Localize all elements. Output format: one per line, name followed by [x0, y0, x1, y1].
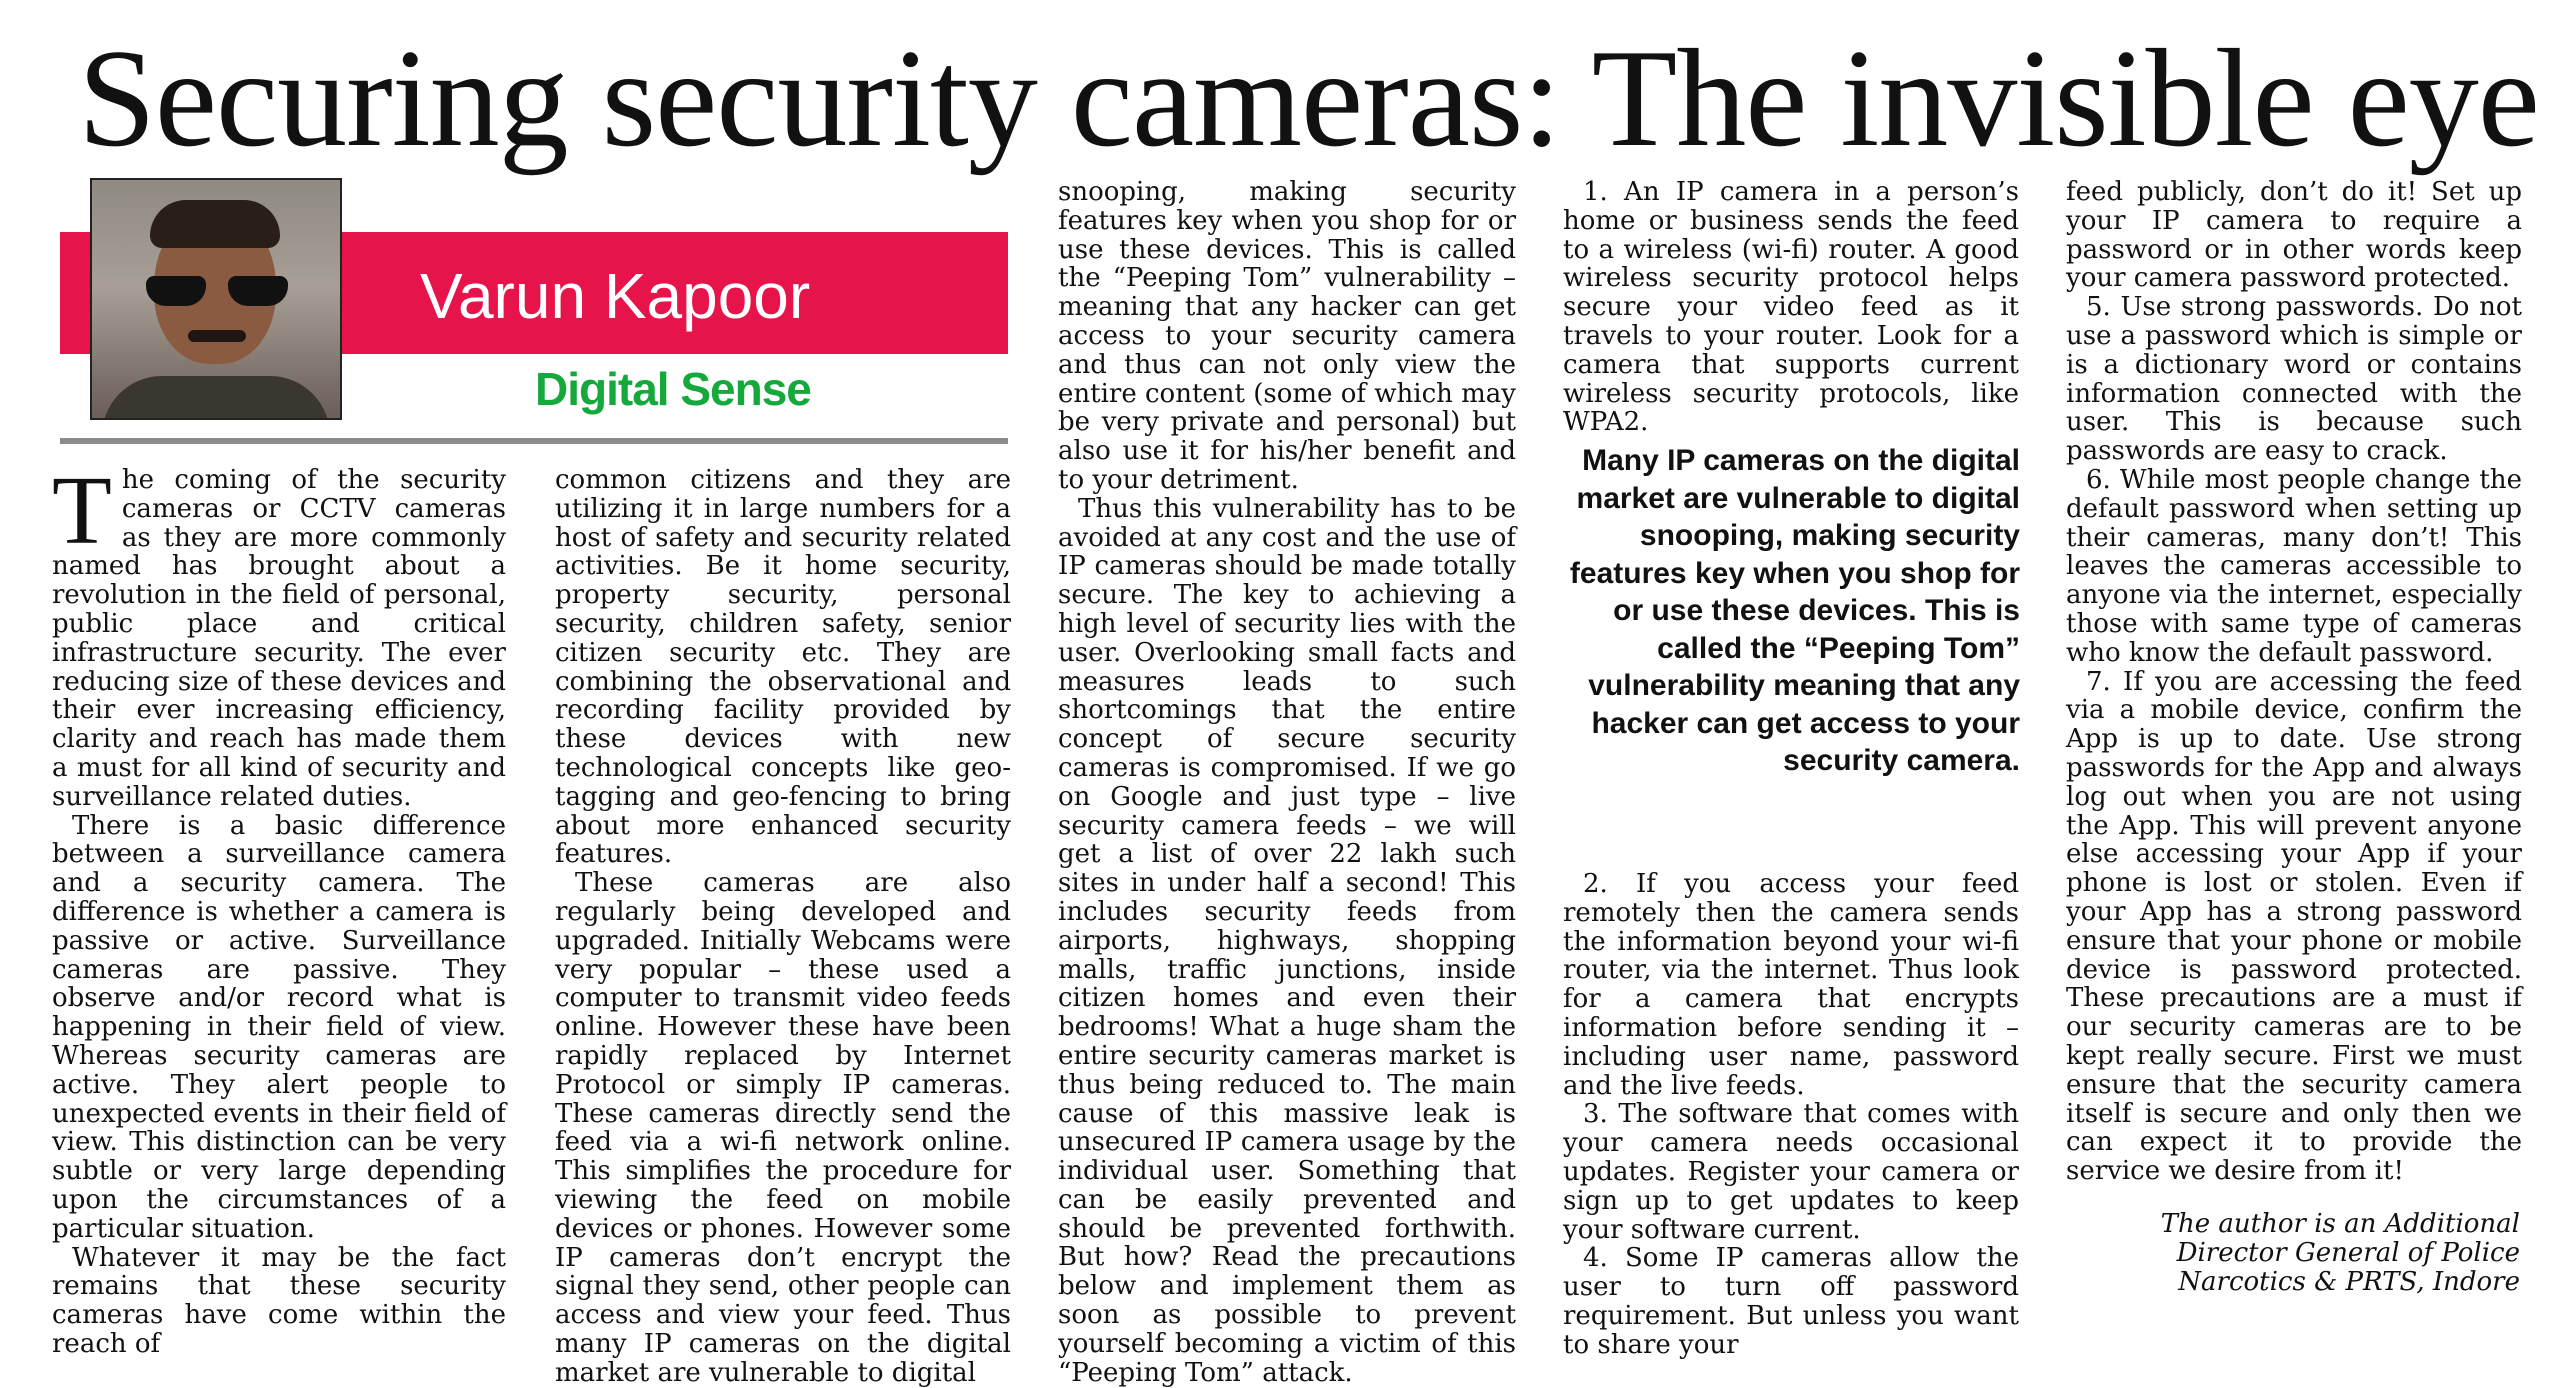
article-column-1 [52, 457, 506, 1359]
drop-cap: T [52, 457, 112, 565]
headline: Securing security cameras: The invisible eye [78, 21, 2539, 176]
paragraph: There is a basic difference between a surveillance camera and a security camera. The difference is whether a camera is passive or active. Surveillance cameras are passive. They observe and/or record what is happening in their field of view. Whereas security cameras are active. They alert people to unexpected events in their field of view. This distinction can be very subtle or very large depending upon the circumstances of a particular situation. [52, 810, 506, 1244]
article-column-4-bottom [1563, 870, 2019, 1360]
paragraph: These cameras are also regularly being developed and upgraded. Initially Webcams were very popular – these used a computer to transmit video feeds online. However these have been rapidly replaced by Internet Protocol or simply IP cameras. These cameras directly send the feed via a wi-fi network online. This simplifies the procedure for viewing the feed on mobile devices or phones. However some IP cameras don’t encrypt the signal they send, other people can access and view your feed. Thus many IP cameras on the digital market are vulnerable to digital [555, 868, 1011, 1388]
paragraph: 3. The software that comes with your camera needs occasional updates. Register your camera or sign up to get updates to keep your software current. [1563, 1099, 2019, 1245]
paragraph: Thus this vulnerability has to be avoided at any cost and the use of IP cameras should be made totally secure. The key to achieving a high level of security lies with the user. Overlooking small facts and measures leads to such shortcomings that the entire concept of secure security cameras is compromised. If we go on Google and just type – live security camera feeds – we will get a list of over 22 lakh such sites in under half a second! This includes security feeds from airports, highways, shopping malls, traffic junctions, inside citizen homes and even their bedrooms! What a huge sham the entire security cameras market is thus being reduced to. The main cause of this massive leak is unsecured IP camera usage by the individual user. Something that can be easily prevented and should be prevented forthwith. But how? Read the precautions below and implement them as soon as possible to prevent yourself becoming a victim of this “Peeping Tom” attack. [1058, 493, 1516, 1388]
paragraph: 5. Use strong passwords. Do not use a password which is simple or is a dictionary word or contains information connected with the user. This is because such passwords are easy to crack. [2066, 292, 2522, 467]
column-name: Digital Sense [535, 363, 811, 415]
paragraph: The coming of the security cameras or CCTV cameras as they are more commonly named has brought about a revolution in the field of personal, public place and critical infrastructure security. The ever reducing size of these devices and their ever increasing efficiency, clarity and reach has made them a must for all kind of security and surveillance related duties. [52, 457, 506, 812]
article-column-2 [555, 466, 1011, 1388]
divider-rule [60, 438, 1008, 444]
paragraph: 7. If you are accessing the feed via a mobile device, confirm the App is up to date. Use strong passwords for the App and always log out when you are not using the App. This will prevent anyone else accessing your App if your phone is lost or stolen. Even if your App has a strong password ensure that your phone or mobile device is password protected. These precautions are a must if our security cameras are to be kept really secure. First we must ensure that the security camera itself is secure and only then we can expect it to provide the service we desire from it! [2066, 666, 2522, 1187]
paragraph: common citizens and they are utilizing it in large numbers for a host of safety and security related activities. Be it home security, property security, personal security, children safety, senior citizen security etc. They are combining the observational and recording facility provided by these devices with new technological concepts like geo-tagging and geo-fencing to bring about more enhanced security features. [555, 465, 1011, 870]
article-column-3 [1058, 178, 1516, 1387]
paragraph: 1. An IP camera in a person’s home or business sends the feed to a wireless (wi-fi) router. A good wireless security protocol helps secure your video feed as it travels to your router. Look for a camera that supports current wireless security protocols, like WPA2. [1563, 177, 2019, 438]
article-column-5 [2066, 178, 2522, 1186]
paragraph: snooping, making security features key when you shop for or use these devices. This is called the “Peeping Tom” vulnerability – meaning that any hacker can get access to your security camera and thus can not only view the entire content (some of which may be very private and personal) but also use it for his/her benefit and to your detriment. [1058, 177, 1516, 495]
paragraph: 6. While most people change the default password when setting up their cameras, many don’t! This leaves the cameras accessible to anyone via the internet, especially those with same type of cameras who know the default password. [2066, 464, 2522, 668]
paragraph: feed publicly, don’t do it! Set up your IP camera to require a password or in other words keep your camera password protected. [2066, 177, 2522, 294]
author-credit: The author is an Additional Director General of Police Narcotics & PRTS, Indore [2160, 1209, 2520, 1297]
author-name: Varun Kapoor [420, 260, 811, 332]
paragraph: 2. If you access your feed remotely then the camera sends the information beyond your wi-fi router, via the internet. Thus look for a camera that encrypts information before sending it – including user name, password and the live feeds. [1563, 869, 2019, 1101]
pull-quote: Many IP cameras on the digital market are vulnerable to digital snooping, making security features key when you shop for or use these devices. This is called the “Peeping Tom” vulnerability meaning that any hacker can get access to your security camera. [1569, 444, 2020, 777]
paragraph: 4. Some IP cameras allow the user to turn off password requirement. But unless you want to share your [1563, 1243, 2019, 1360]
author-photo [90, 178, 342, 420]
article-column-4-top [1563, 178, 2019, 437]
paragraph: Whatever it may be the fact remains that these security cameras have come within the reach of [52, 1242, 506, 1359]
